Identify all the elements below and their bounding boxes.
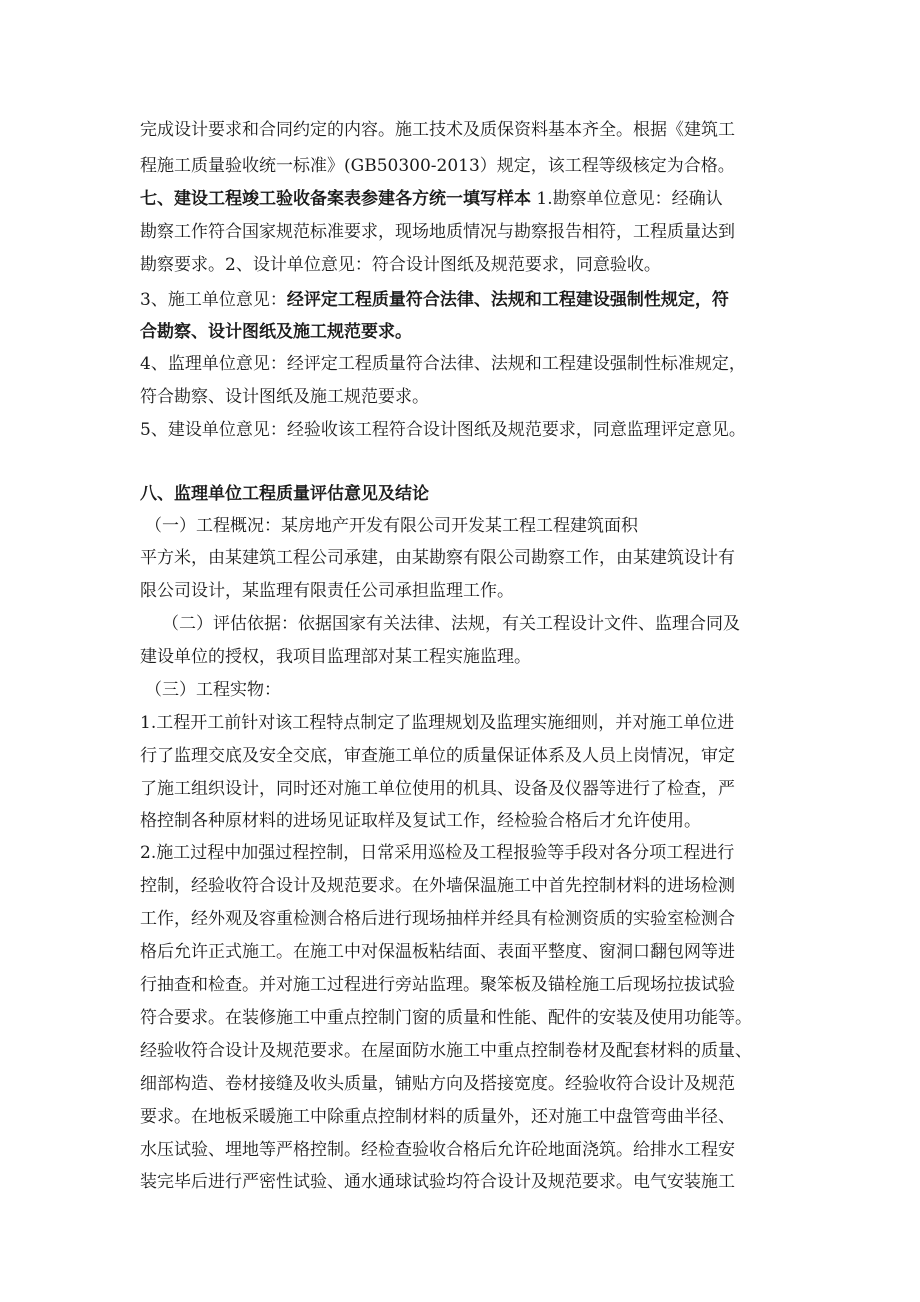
text-line: （三）工程实物： (145, 680, 281, 700)
text-line: 工作，经外观及容重检测合格后进行现场抽样并经具有检测资质的实验室检测合 (140, 909, 735, 929)
text-line: 格控制各种原材料的进场见证取样及复试工作，经检验合格后才允许使用。 (140, 811, 701, 831)
text-line: 要求。在地板采暖施工中除重点控制材料的质量外，还对施工中盘管弯曲半径、 (140, 1107, 735, 1127)
text-line: 2.施工过程中加强过程控制，日常采用巡检及工程报验等手段对各分项工程进行 (140, 843, 735, 863)
text-line: 符合要求。在装修施工中重点控制门窗的质量和性能、配件的安装及使用功能等。 (140, 1008, 752, 1028)
section-7-heading: 七、建设工程竣工验收备案表参建各方统一填写样本 (140, 189, 531, 209)
text-line: 建设单位的授权，我项目监理部对某工程实施监理。 (140, 647, 531, 667)
text-line: 行了监理交底及安全交底，审查施工单位的质量保证体系及人员上岗情况，审定 (140, 746, 735, 766)
text-line: 勘察工作符合国家规范标准要求，现场地质情况与勘察报告相符，工程质量达到 (140, 222, 735, 242)
text-line: 4、监理单位意见：经评定工程质量符合法律、法规和工程建设强制性标准规定， (140, 354, 746, 374)
text-line: 限公司设计，某监理有限责任公司承担监理工作。 (140, 581, 514, 601)
bold-line: 合勘察、设计图纸及施工规范要求。 (140, 322, 412, 342)
text-line: （二）评估依据：依据国家有关法律、法规，有关工程设计文件、监理合同及 (162, 614, 740, 634)
text-span: 3、施工单位意见： (140, 290, 287, 310)
text-line: 勘察要求。2、设计单位意见：符合设计图纸及规范要求，同意验收。 (140, 255, 661, 275)
bold-span: 经评定工程质量符合法律、法规和工程建设强制性规定，符 (286, 290, 729, 310)
text-line: 了施工组织设计，同时还对施工单位使用的机具、设备及仪器等进行了检查，严 (140, 779, 735, 799)
text-span: 1.勘察单位意见：经确认 (531, 189, 723, 209)
text-line: 装完毕后进行严密性试验、通水通球试验均符合设计及规范要求。电气安装施工 (140, 1172, 735, 1192)
text-line: 符合勘察、设计图纸及施工规范要求。 (140, 387, 429, 407)
text-line: 平方米，由某建筑工程公司承建，由某勘察有限公司勘察工作，由某建筑设计有 (140, 548, 735, 568)
text-line: 格后允许正式施工。在施工中对保温板粘结面、表面平整度、窗洞口翻包网等进 (140, 942, 735, 962)
text-line: 程施工质量验收统一标准》(GB50300-2013）规定，该工程等级核定为合格。 (140, 156, 735, 176)
text-line: 完成设计要求和合同约定的内容。施工技术及质保资料基本齐全。根据《建筑工 (140, 120, 735, 140)
text-line: 控制，经验收符合设计及规范要求。在外墙保温施工中首先控制材料的进场检测 (140, 876, 735, 896)
section-8-heading: 八、监理单位工程质量评估意见及结论 (140, 484, 429, 504)
text-line: 水压试验、埋地等严格控制。经检查验收合格后允许砼地面浇筑。给排水工程安 (140, 1140, 735, 1160)
item-3-line (140, 288, 729, 312)
text-line: 经验收符合设计及规范要求。在屋面防水施工中重点控制卷材及配套材料的质量、 (140, 1041, 752, 1061)
text-line: （一）工程概况：某房地产开发有限公司开发某工程工程建筑面积 (145, 516, 638, 536)
text-line: 细部构造、卷材接缝及收头质量，铺贴方向及搭接宽度。经验收符合设计及规范 (140, 1074, 735, 1094)
section-7-line (140, 187, 723, 211)
text-line: 1.工程开工前针对该工程特点制定了监理规划及监理实施细则，并对施工单位进 (140, 713, 735, 733)
text-line: 行抽查和检查。并对施工过程进行旁站监理。聚笨板及锚栓施工后现场拉拔试验 (140, 975, 735, 995)
text-line: 5、建设单位意见：经验收该工程符合设计图纸及规范要求，同意监理评定意见。 (140, 420, 746, 440)
